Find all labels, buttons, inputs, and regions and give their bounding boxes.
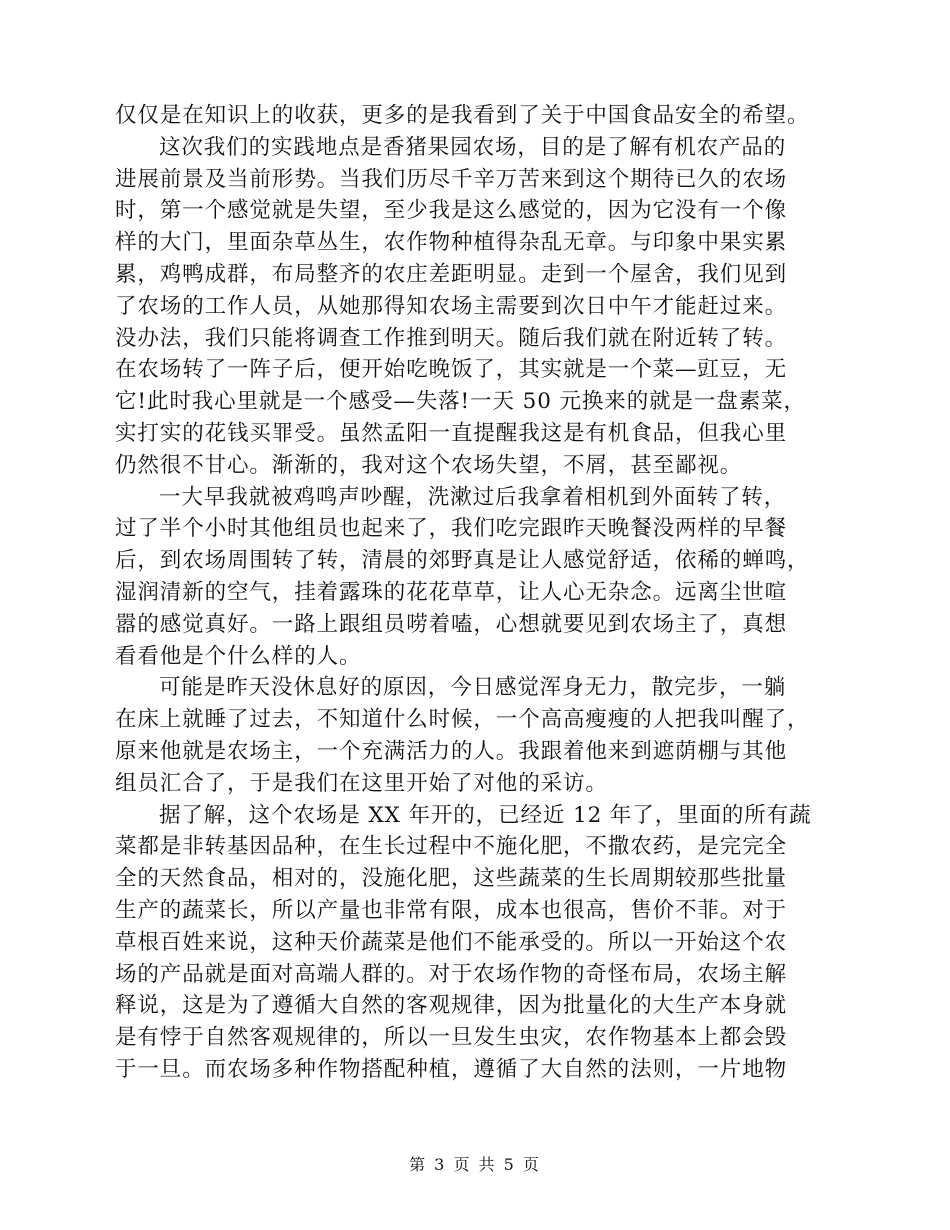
- text-line: 没办法，我们只能将调查工作推到明天。随后我们就在附近转了转。: [115, 325, 788, 351]
- text-line: 样的大门，里面杂草丛生，农作物种植得杂乱无章。与印象中果实累: [115, 230, 788, 256]
- text-line: 菜都是非转基因品种，在生长过程中不施化肥，不撒农药，是完完全: [115, 834, 788, 860]
- text-line: 了农场的工作人员，从她那得知农场主需要到次日中午才能赶过来。: [115, 293, 788, 319]
- text-line: 仅仅是在知识上的收获，更多的是我看到了关于中国食品安全的希望。: [115, 103, 810, 128]
- page-footer: [0, 1152, 950, 1175]
- text-line: 嚣的感觉真好。一路上跟组员唠着嗑，心想就要见到农场主了，真想: [115, 611, 788, 637]
- text-line: 原来他就是农场主，一个充满活力的人。我跟着他来到遮荫棚与其他: [115, 738, 788, 764]
- text-line: 在农场转了一阵子后，便开始吃晚饭了，其实就是一个菜—豇豆，无: [115, 357, 788, 383]
- text-line: 湿润清新的空气，挂着露珠的花花草草，让人心无杂念。远离尘世喧: [115, 579, 788, 605]
- text-line: 全的天然食品，相对的，没施化肥，这些蔬菜的生长周期较那些批量: [115, 866, 788, 892]
- text-line: 场的产品就是面对高端人群的。对于农场作物的奇怪布局，农场主解: [115, 961, 788, 987]
- text-line: 生产的蔬菜长，所以产量也非常有限，成本也很高，售价不菲。对于: [115, 897, 788, 923]
- text-line: 是有悖于自然客观规律的，所以一旦发生虫灾，农作物基本上都会毁: [115, 1025, 788, 1051]
- text-line: 实打实的花钱买罪受。虽然孟阳一直提醒我这是有机食品，但我心里: [115, 420, 788, 446]
- text-line: 仍然很不甘心。渐渐的，我对这个农场失望，不屑，甚至鄙视。: [115, 452, 743, 478]
- paragraph-start-line: 据了解，这个农场是 XX 年开的，已经近 12 年了，里面的所有蔬: [159, 802, 812, 828]
- text-line: 后，到农场周围转了转，清晨的郊野真是让人感觉舒适，依稀的蝉鸣，: [115, 548, 810, 574]
- paragraph-start-line: 一大早我就被鸡鸣声吵醒，洗漱过后我拿着相机到外面转了转，: [159, 484, 787, 510]
- document-body: [115, 100, 835, 1086]
- text-line: 草根百姓来说，这种天价蔬菜是他们不能承受的。所以一开始这个农: [115, 929, 788, 955]
- text-line: 进展前景及当前形势。当我们历尽千辛万苦来到这个期待已久的农场: [115, 166, 788, 192]
- paragraph-start-line: 可能是昨天没休息好的原因，今日感觉浑身无力，散完步，一躺: [159, 675, 787, 701]
- text-line: 于一旦。而农场多种作物搭配种植，遵循了大自然的法则，一片地物: [115, 1056, 788, 1082]
- text-line: 它!此时我心里就是一个感受—失落!一天 50 元换来的就是一盘素菜，: [115, 389, 806, 415]
- page-number: 第 3 页 共 5 页: [409, 1155, 541, 1174]
- text-line: 累，鸡鸭成群，布局整齐的农庄差距明显。走到一个屋舍，我们见到: [115, 261, 788, 287]
- paragraph-start-line: 这次我们的实践地点是香猪果园农场，目的是了解有机农产品的: [159, 134, 787, 160]
- text-line: 在床上就睡了过去，不知道什么时候，一个高高瘦瘦的人把我叫醒了，: [115, 707, 810, 733]
- text-line: 组员汇合了，于是我们在这里开始了对他的采访。: [115, 770, 608, 796]
- text-line: 释说，这是为了遵循大自然的客观规律，因为批量化的大生产本身就: [115, 993, 788, 1019]
- text-line: 时，第一个感觉就是失望，至少我是这么感觉的，因为它没有一个像: [115, 198, 788, 224]
- text-line: 看看他是个什么样的人。: [115, 643, 362, 669]
- text-line: 过了半个小时其他组员也起来了，我们吃完跟昨天晚餐没两样的早餐: [115, 516, 788, 542]
